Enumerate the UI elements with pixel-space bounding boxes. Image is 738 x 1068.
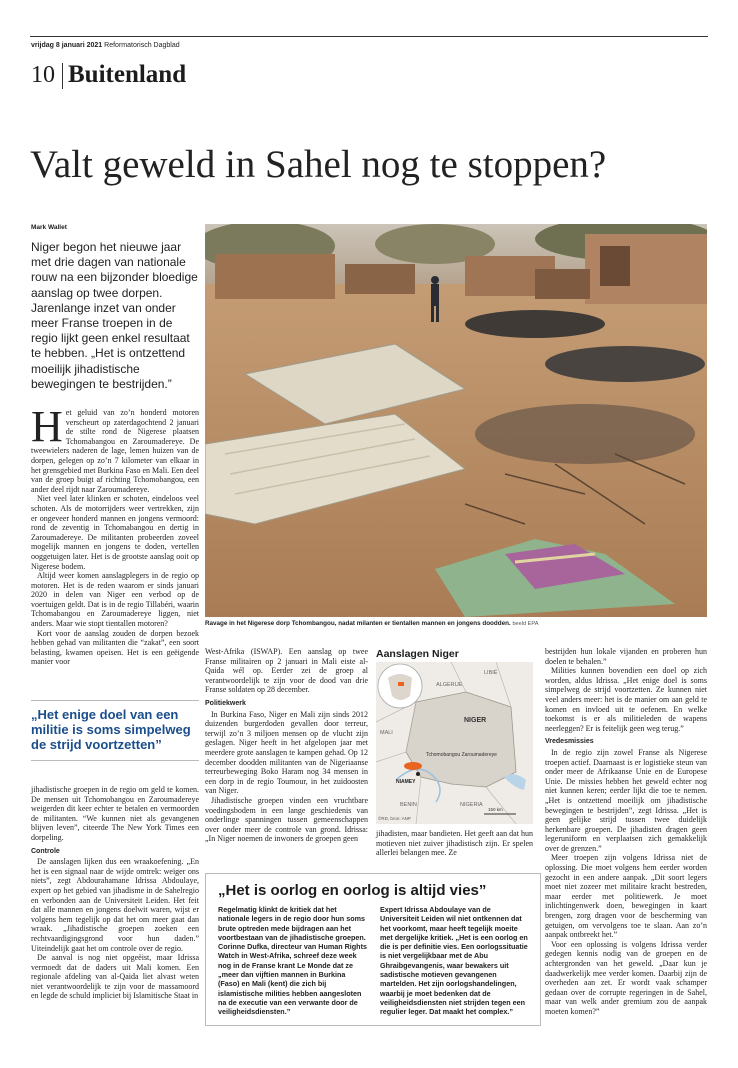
- article-intro: Niger begon het nieuwe jaar met drie dagen van nationale rouw na een bijzonder bloedige aanslag op twee dorpen. Jarenlange inzet van onder meer Franse troepen in de regio lijkt geen enkel resultaat te hebben. „Het is ontzettend moeilijk jihadistische bewegingen te bestrijden.”: [31, 240, 198, 391]
- map-graphic: [376, 662, 533, 824]
- village-ravage-photo: [205, 224, 707, 617]
- paragraph: Meer troepen zijn volgens Idrissa niet de oplossing. Die moet volgens hem eerder worden gezocht in een andere aanpak. „Dit soort legers moet niet zozeer met militaire kracht bestreden, maar eerder met politiewerk. Je moet inlichtingenwerk doen, bewegingen in kaart brengen, zorg dragen voor de bescherming van getuigen, om vervolgens toe te slaan. Aan zo’n aanpak ontbreekt het.”: [545, 853, 707, 940]
- label-benin: BENIN: [400, 802, 417, 808]
- label-algerije: ALGERIJE: [436, 682, 463, 688]
- drop-cap: H: [31, 402, 63, 451]
- paragraph: jihadistische groepen in de regio om geld te komen. De mensen uit Tchomobangou en Zaroumadereye weigerden dit keer echter te betalen en vermoorden de militanten. “We kunnen niet als gevangenen blijven leven”, citeerde The New York Times een dorpeling.: [31, 785, 199, 842]
- map-source: ©RD, bron: ANP: [378, 816, 411, 821]
- paragraph: jihadisten, maar bandieten. Het geeft aan dat hun motieven niet zuiver jihadistisch zijn. Er spelen allerlei belangen mee. Ze: [376, 829, 533, 858]
- globe-niger-marker: [398, 682, 404, 686]
- subheading-vredesmissies: Vredesmissies: [545, 738, 594, 746]
- top-rule: [30, 36, 708, 37]
- quote-box-headline: „Het is oorlog en oorlog is altijd vies”: [218, 882, 487, 899]
- quote-box-right: Expert Idrissa Abdoulaye van de Universiteit Leiden wil niet ontkennen dat het voorkomt, maar heeft tegelijk moeite met dergelijke kritiek. „Het is een oorlog en die is per definitie vies. Een oorlogssituatie is niet vergelijkbaar met de Abu Ghraibgevangenis, waar bewakers uit sadistische motieven gevangenen martelden. Het zijn oorlogshandelingen, waarbij je moet bedenken dat de veiligheidsdiensten niet strijden tegen een regulier leger. Dat maakt het complex.”: [380, 905, 528, 1017]
- paragraph: Altijd weer komen aanslagplegers in de regio op motoren. Het is de reden waarom er sinds januari 2020 in delen van Niger een verbod op de voertuigen geldt. Dat is in de regio Tillabéri, waarin Tchomabangou en Zaroumadereye liggen, niet anders. Maar wie stopt tientallen motoren?: [31, 571, 199, 629]
- column-3: [376, 829, 533, 858]
- column-1-top: [31, 402, 199, 667]
- page-separator: [62, 63, 63, 89]
- label-nigeria: NIGERIA: [460, 802, 483, 808]
- page-number: 10: [31, 62, 55, 88]
- label-niger: NIGER: [464, 717, 487, 724]
- pull-quote-text: „Het enige doel van een militie is soms simpelweg de strijd voortzetten”: [31, 707, 191, 752]
- photo-caption: [205, 620, 707, 627]
- label-mali: MALI: [380, 730, 393, 736]
- paragraph: De aanval is nog niet opgeëist, maar Idrissa vermoedt dat de daders uit Mali komen. Een regionale afdeling van al-Qaida liet alvast weten niet verantwoordelijk te zijn voor de massamoord en legde de schuld impliciet bij Islamitische Staat in: [31, 953, 199, 1001]
- pull-quote: [31, 700, 199, 761]
- paragraph: Jihadistische groepen vinden een vruchtbare voedingsbodem in een lange geschiedenis van onderlinge spanningen tussen gemeenschappen over onder meer de controle van grond. Idrissa: „In Niger noemen de inwoners de groepen geen: [205, 795, 368, 844]
- paragraph: In Burkina Faso, Niger en Mali zijn sinds 2012 duizenden burgerdoden gevallen door terreur, terwijl zo’n 3 miljoen mensen op de vlucht zijn geslagen. Niger heeft in het afgelopen jaar met meerdere grote aanslagen te kampen gehad. Op 12 december doodden militanten van de Nigeriaanse terreurbeweging Boko Haram nog 34 mensen in een dorp in de regio Toumour, in het zuidoosten van Niger.: [205, 709, 368, 796]
- scale-label: 150 km: [488, 807, 503, 812]
- issue-date: vrijdag 8 januari 2021: [31, 42, 103, 49]
- photo-credit: beeld EPA: [512, 621, 539, 627]
- subheading-controle: Controle: [31, 847, 60, 855]
- article-photo: [205, 224, 707, 617]
- paragraph: West-Afrika (ISWAP). Een aanslag op twee Franse militairen op 2 januari in Mali eiste al-Qaida wél op. Eerder zei de groep al verantwoordelijk te zijn voor de dood van drie Franse soldaten op 28 december.: [205, 647, 368, 695]
- dateline: [31, 42, 180, 49]
- column-1-bottom: [31, 785, 199, 1001]
- caption-text: Ravage in het Nigerese dorp Tchombangou, nadat milanten er tientallen mannen en jongens doodden.: [205, 620, 511, 627]
- paragraph: De aanslagen lijken dus een wraakoefening. „En het is een signaal naar de wijde omtrek: weiger ons niets”, zegt Abdourahamane Idrissa Abdoulaye, expert op het gebied van jihadisme in de Sahelregio en verbonden aan de Universiteit Leiden. Het feit dat alle mannen en jongens doelwit waren, wijst er volgens hem tegelijk op dat het om meer gaat dan wraak. „Jihadistische groepen zoeken een rechtvaardigingsgrond voor hun daden.” Uiteindelijk gaat het om controle over de regio.: [31, 857, 199, 953]
- paragraph: bestrijden hun lokale vijanden en proberen hun doelen te behalen.”: [545, 647, 707, 666]
- niger-territory: [406, 692, 516, 787]
- byline: Mark Wallet: [31, 224, 67, 231]
- paragraph: Niet veel later klinken er schoten, eindeloos veel schoten. Als de motorrijders weer vertrekken, zijn er ongeveer honderd mannen en jongens vermoord: rond de zeventig in Tchomabangou en dertig in Zaroumadereye. De militanten probeerden zoveel mogelijk mannen en jongens te doden, vertellen ooggetuigen later. Het is de grootste aanslag ooit op Nigerese bodem.: [31, 494, 199, 571]
- subheading-politiekwerk: Politiekwerk: [205, 699, 246, 707]
- niamey-dot: [416, 772, 420, 776]
- map-title: Aanslagen Niger: [376, 648, 459, 660]
- quote-box-left: Regelmatig klinkt de kritiek dat het nationale legers in de regio door hun soms brute optreden mede bijdragen aan het voortbestaan van de jihadistische groepen. Corinne Dufka, directeur van Human Rights Watch in West-Afrika, schreef deze week nog in de Franse krant Le Monde dat ze „meer dan vijftien mannen in Burkina (Faso) en Mali (kent) die zich bij islamistische milities hebben aangesloten na de executie van een verwante door de veiligheidsdiensten.”: [218, 905, 367, 1017]
- paragraph: Voor een oplossing is volgens Idrissa verder gedegen kennis nodig van de groepen en de achtergronden van het geweld. „Daar kun je daadwerkelijk mee verder komen. Daarbij zijn de overheden aan zet. Er wordt vaak schamper gedaan over de corrupte regeringen in de Sahel, maar van welk ander gremium zou de aanpak moeten komen?”: [545, 939, 707, 1016]
- label-niamey: NIAMEY: [396, 779, 416, 785]
- label-libie: LIBIË: [484, 670, 498, 676]
- section-title: Buitenland: [68, 61, 187, 88]
- article-headline: Valt geweld in Sahel nog te stoppen?: [30, 143, 607, 186]
- column-4: [545, 647, 707, 1017]
- niger-map: [376, 662, 533, 824]
- quote-box: [205, 873, 541, 1026]
- column-2: [205, 647, 368, 844]
- label-attack-villages: Tchomobangou Zaroumadereye: [426, 752, 497, 758]
- paragraph: et geluid van zo’n honderd motoren verscheurt op zaterdagochtend 2 januari de stilte rond de Nigerese plaatsen Tchomabangou en Zaroumadereye. De tweewielers naderen de lage, lemen huizen van de dorpen, gelegen op zo’n 7 kilometer van elkaar in het grensgebied met Burkina Faso en Mali. Een deel van de groep buigt af richting Tchomobangou, een ander deel rijdt naar Zaroumadereye.: [31, 408, 199, 494]
- paragraph: In de regio zijn zowel Franse als Nigerese troepen actief. Daarnaast is er logistieke steun van onder meer de Afrikaanse Unie en de Europese Unie. De missies hebben het geweld echter nog niet kunnen keren; eerder lijkt die toe te nemen. „Het is ontzettend moeilijk om jihadistische bewegingen te bestrijden”, zegt Idrissa. „Het is geen gelijke strijd tussen twee duidelijk herkenbare groepen. De jihadisten dragen geen legeruniform en verplaatsen zich gemakkelijk over de grenzen.”: [545, 747, 707, 853]
- attack-zone: [404, 762, 422, 770]
- paragraph: Milities kunnen bovendien een doel op zich worden, aldus Idrissa. „Het enige doel is soms simpelweg de strijd voortzetten. Ze kunnen niet veel anders meer: het is de manier om aan geld te komen en invloed uit te oefenen. En welke toekomst is er als militieleden de wapens neerleggen? Er is feitelijk geen weg terug.”: [545, 666, 707, 733]
- paper-name: Reformatorisch Dagblad: [104, 42, 180, 49]
- paragraph: Kort voor de aanslag zouden de dorpen bezoek hebben gehad van militanten die “zakat”, een soort belasting, kwamen opeisen. Het is een geëigende manier voor: [31, 628, 199, 667]
